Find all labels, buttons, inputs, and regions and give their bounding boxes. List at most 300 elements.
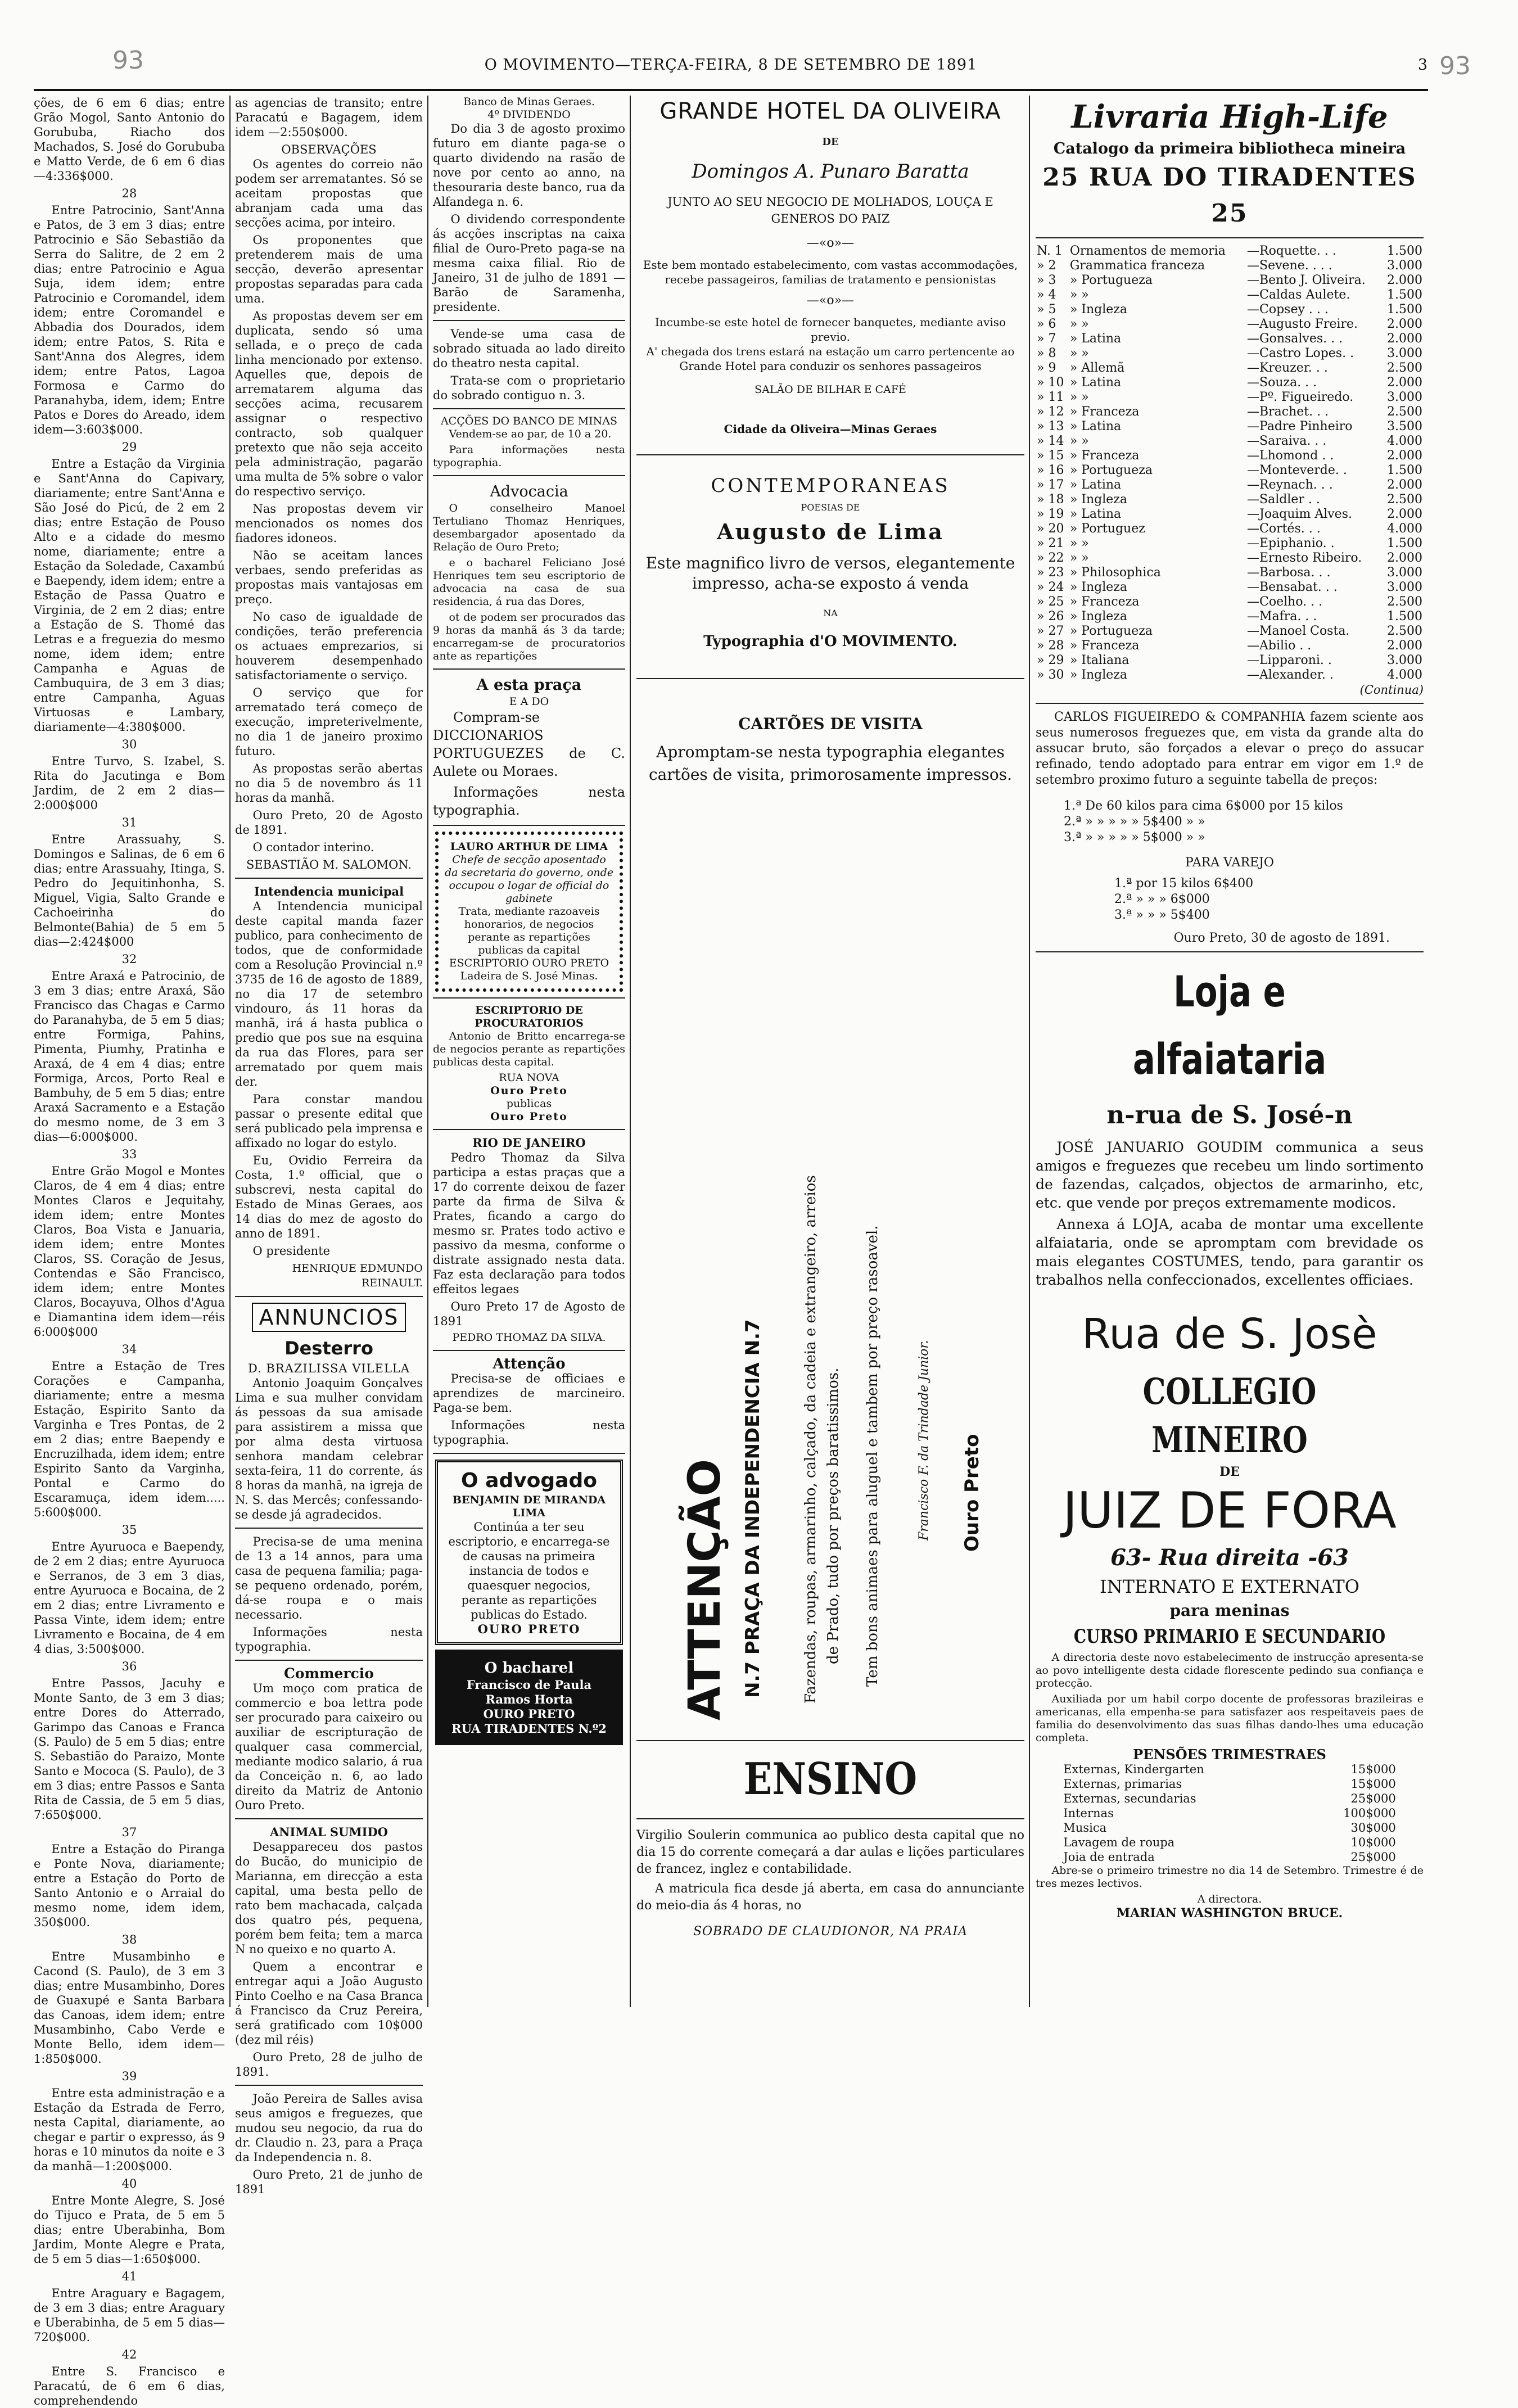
varejo-line: 1.ª por 15 kilos 6$400 [1114, 877, 1254, 891]
book-row [1036, 653, 1424, 668]
procuratorios-line: publicas [506, 1097, 552, 1110]
animal-paragraph: Ouro Preto, 28 de julho de 1891. [235, 2050, 423, 2079]
pensao-label: Internas [1063, 1806, 1114, 1820]
observacao-paragraph: As propostas serão abertas no dia 5 de novembro ás 11 horas da manhã. [235, 762, 423, 805]
book-price: 1.500 [1387, 288, 1422, 302]
route-text: Entre Grão Mogol e Montes Claros, de 4 em 4 dias; entre Montes Claros e Jequitahy, idem idem; entre Montes Claros, Boa Vista e Januaria, idem idem; entre Montes Claros, SS. Coração de Jesus, Contendas e São Francisco, idem idem; entre Montes Claros, Bocayuva, Olhos d'Agua e Diamantina idem idem—réis 6:000$000 [34, 1164, 225, 1339]
route-number: 39 [121, 2070, 137, 2083]
collegio-title: COLLEGIO MINEIRO [1142, 1371, 1317, 1461]
book-author: —Coelho. . . [1247, 595, 1323, 609]
pensao-label: Joia de entrada [1063, 1850, 1155, 1864]
book-number: » 27 [1037, 624, 1064, 638]
book-author: —Barbosa. . . [1247, 566, 1331, 580]
book-row [1036, 346, 1424, 361]
route-text: Entre Arassuahy, S. Domingos e Salinas, de 6 em 6 dias; entre Arassuahy, Itinga, S. Pedro do Jequitinhonha, S. Miguel, Vigia, Salto Grande e Cachoeirinha do Belmonte(Bahia) de 5 em 5 dias—2:424$000 [34, 833, 225, 948]
animal-text [235, 1840, 423, 2079]
directoria-text: A directoria deste novo estabelecimento de instrucção apresenta-se ao povo intelligente desta cidade florescente pedindo sua confiança e protecção. [1036, 1651, 1424, 1689]
intendencia-title: Intendencia municipal [254, 884, 404, 898]
book-price: 4.000 [1387, 668, 1422, 682]
book-title: » Franceza [1069, 639, 1140, 653]
advogado-name: BENJAMIN DE MIRANDA LIMA [452, 1494, 606, 1519]
pensao-row [1063, 1850, 1396, 1864]
hotel-title: GRANDE HOTEL DA OLIVEIRA [659, 98, 1001, 124]
book-price: 2.500 [1387, 493, 1422, 507]
auxiliada-text: Auxiliada por um habil corpo docente de professoras brazileiras e americanas, ella empenha-se para satisfazer aos respeitaveis paes de familia do desenvolvimento das suas filhas dando-lhes uma educação completa. [1036, 1693, 1424, 1744]
observacoes-list [235, 157, 423, 855]
divider [235, 1818, 423, 1819]
book-number: » 17 [1037, 478, 1064, 492]
cartoes-text: Apromptam-se nesta typographia elegantes cartões de visita, primorosamente impressos. [648, 743, 1013, 784]
banco-paragraph: O dividendo correspondente ás acções inscriptas na caixa filial de Ouro-Preto paga-se na mesma caixa filial. Rio de Janeiro, 31 de julho de 1891 —Barão de Saramenha, presidente. [433, 213, 625, 314]
book-price: 2.000 [1387, 551, 1422, 565]
animal-paragraph: Desappareceu dos pastos do Bucão, do municipio de Marianna, em direcção a esta capital, uma besta pello de rato bem machacada, calçada dos quatro pés, pequena, porém bem feita; tem a marca N no queixo e no quarto A. [235, 1840, 423, 1956]
lauro-desc: Chefe de secção aposentado da secretaria do governo, onde occupou o logar de official do gabinete [444, 853, 614, 905]
ensino-address: SOBRADO DE CLAUDIONOR, NA PRAIA [693, 1924, 968, 1939]
book-price: 2.000 [1387, 273, 1422, 287]
book-price: 1.500 [1387, 463, 1422, 477]
pensao-label: Lavagem de roupa [1063, 1836, 1175, 1849]
ensino-section [636, 1749, 1024, 2007]
rua-direita: 63- Rua direita -63 [1110, 1544, 1349, 1571]
annuncios-heading: ANNUNCIOS [252, 1303, 406, 1332]
book-row [1036, 566, 1424, 580]
lauro-trata: Trata, mediante razoaveis honorarios, de negocios perante as repartições publicas da capital [458, 905, 600, 956]
book-author: —Castro Lopes. . [1247, 346, 1354, 360]
book-author: —Ernesto Ribeiro. [1247, 551, 1362, 565]
book-title: » Italiana [1069, 653, 1130, 667]
vende-paragraph: Vende-se uma casa de sobrado situada ao lado direito do theatro nesta capital. [433, 327, 625, 370]
handwritten-page-mark-right: 93 [1439, 52, 1471, 80]
book-number: » 25 [1037, 595, 1064, 609]
book-number: » 11 [1037, 390, 1064, 404]
book-number: » 23 [1037, 566, 1064, 580]
book-number: » 9 [1037, 361, 1056, 375]
intendencia-paragraph: Eu, Ovidio Ferreira da Costa, 1.º official, que o subscrevi, nesta capital do Estado de Minas Geraes, aos 14 dias do mez de agosto do anno de 1891. [235, 1154, 423, 1240]
book-price: 1.500 [1387, 302, 1422, 317]
book-price: 2.500 [1387, 624, 1422, 638]
procuratorios-line: Ouro Preto [490, 1110, 568, 1123]
hotel-ad [636, 96, 1024, 437]
book-title: » » [1069, 536, 1089, 550]
divider [1036, 703, 1424, 704]
page-header [34, 56, 1428, 88]
rio-title: RIO DE JANEIRO [472, 1136, 586, 1150]
book-price: 4.000 [1387, 434, 1422, 448]
hotel-owner: Domingos A. Punaro Baratta [692, 160, 969, 183]
book-number: » 3 [1037, 273, 1056, 287]
book-number: N. 1 [1037, 244, 1063, 258]
praca-paragraph: Compram-se DICCIONARIOS PORTUGUEZES de C. Aulete ou Moraes. [433, 710, 625, 779]
book-author: —Copsey . . . [1247, 302, 1329, 317]
livraria-title: Livraria High-Life [1071, 98, 1388, 135]
route-number: 34 [121, 1343, 137, 1356]
pensao-label: Externas, Kindergarten [1063, 1763, 1204, 1776]
book-author: —Epiphanio. . [1247, 536, 1335, 550]
divider [235, 2085, 423, 2086]
observacao-paragraph: No caso de igualdade de condições, terão preferencia os actuaes emprezarios, si houverem desempenhado satisfactoriamente o serviço. [235, 610, 423, 682]
book-number: » 28 [1037, 639, 1064, 653]
book-row [1036, 595, 1424, 609]
carlos-text: CARLOS FIGUEIREDO & COMPANHIA fazem sciente aos seus numerosos freguezes que, em vista da grande alta do assucar bruto, são forçados a elevar o preço do assucar refinado, tendo adoptado para entrar em vigor em 1.º de setembro proximo futuro a seguinte tabella de preços: [1036, 710, 1424, 787]
vende-paragraph: Trata-se com o proprietario do sobrado contiguo n. 3. [433, 374, 625, 402]
column-1 [34, 96, 225, 2407]
rio-signature: PEDRO THOMAZ DA SILVA. [452, 1331, 606, 1344]
contemporaneas-title: CONTEMPORANEAS [711, 475, 950, 497]
a-directora: A directora. [1197, 1893, 1262, 1905]
menina-paragraph: Informações nesta typographia. [235, 1625, 423, 1653]
advocacia-text [433, 502, 625, 663]
preco-line: 1.ª De 60 kilos para cima 6$000 por 15 kilos [1064, 799, 1343, 813]
handwritten-page-mark-left: 93 [112, 46, 144, 75]
book-row [1036, 376, 1424, 390]
animal-title: ANIMAL SUMIDO [270, 1825, 388, 1839]
observacao-paragraph: Não se aceitam lances verbaes, sendo preferidas as propostas mais vantajosas em preço. [235, 549, 423, 606]
book-row [1036, 493, 1424, 507]
pensao-value: 100$000 [1343, 1806, 1396, 1820]
procuratorios-line: RUA NOVA [499, 1072, 559, 1084]
advocacia-title: Advocacia [490, 483, 568, 500]
book-price: 3.000 [1387, 259, 1422, 273]
divider [433, 1453, 625, 1454]
book-title: » Portugueza [1069, 624, 1153, 638]
collegio-de: DE [1219, 1465, 1240, 1479]
book-row [1036, 332, 1424, 346]
book-price: 3.000 [1387, 566, 1422, 580]
intendencia-text [235, 899, 423, 1258]
pensao-label: Musica [1063, 1821, 1107, 1835]
pensao-row [1063, 1820, 1396, 1835]
book-author: —Mafra. . . [1247, 609, 1317, 624]
book-price: 3.000 [1387, 346, 1422, 360]
route-text: Entre Passos, Jacuhy e Monte Santo, de 3 em 3 dias; entre Dores do Atterrado, Garimpo das Canoas e Franca (S. Paulo) de 5 em 5 dias; entre S. Sebastião do Paraizo, Monte Santo e Mococa (S. Paulo), de 3 em 3 dias; entre Passos e Santa Rita de Cassia, de 5 em 5 dias, 7:650$000. [34, 1677, 225, 1822]
book-title: » Franceza [1069, 449, 1140, 463]
acoes-title: ACÇÕES DO BANCO DE MINAS [440, 415, 618, 427]
divider [235, 1528, 423, 1529]
salles-date: Ouro Preto, 21 de junho de 1891 [235, 2168, 423, 2196]
book-row [1036, 522, 1424, 536]
book-row [1036, 361, 1424, 376]
book-row [1036, 478, 1424, 493]
book-title: » » [1069, 288, 1089, 302]
salles-text: João Pereira de Salles avisa seus amigos e freguezes, que mudou seu negocio, da rua do dr. Claudio n. 23, para a Praça da Independencia n. 8. [235, 2092, 423, 2164]
procuratorios-line: Ouro Preto [490, 1085, 568, 1097]
hotel-desc: Este bem montado estabelecimento, com vastas accommodações, recebe passageiros, familias de tratamento e pensionistas [643, 258, 1018, 286]
book-author: —Saldler . . [1247, 493, 1320, 507]
cartoes-ad [636, 713, 1024, 786]
book-price: 3.000 [1387, 580, 1422, 594]
book-author: —Bensabat. . . [1247, 580, 1338, 594]
book-row [1036, 639, 1424, 653]
advocacia-paragraph: O conselheiro Manoel Tertuliano Thomaz Henriques, desembargador aposentado da Relação de Ouro Preto; [433, 502, 625, 553]
book-author: —Abilio . . [1247, 639, 1312, 653]
abre-text: Abre-se o primeiro trimestre no dia 14 de Setembro. Trimestre é de tres mezes lectivos. [1036, 1864, 1424, 1890]
pensao-value: 15$000 [1350, 1777, 1396, 1791]
route-number: 30 [121, 738, 137, 751]
book-author: —Gonsalves. . . [1247, 332, 1343, 346]
book-price: 2.000 [1387, 639, 1422, 653]
route-text: Entre S. Francisco e Paracatú, de 6 em 6 dias, comprehendendo [34, 2365, 225, 2407]
procuratorios-title: ESCRIPTORIO DE PROCURATORIOS [475, 1004, 584, 1029]
loja-title: Loja e alfaiataria [1132, 966, 1327, 1084]
precos-list [1064, 798, 1395, 846]
praca-sub: E A DO [509, 695, 549, 708]
rua-sao-jose: Rua de S. Josè [1082, 1310, 1377, 1358]
book-price: 2.000 [1387, 332, 1422, 346]
book-price: 3.000 [1387, 653, 1422, 667]
divider [433, 320, 625, 321]
book-author: —Kreuzer. . . [1247, 361, 1328, 375]
route-number: 29 [121, 440, 137, 454]
acoes-paragraph: Para informações nesta typographia. [433, 444, 625, 469]
divider [433, 1129, 625, 1130]
book-number: » 29 [1037, 653, 1064, 667]
lauro-box [435, 832, 623, 992]
attencao-rotated-line1: Fazendas, roupas, armarinho, calçado, da cadeia e extrangeiro, arreios [802, 1175, 819, 1704]
hotel-negocio: JUNTO AO SEU NEGOCIO DE MOLHADOS, LOUÇA E GENEROS DO PAIZ [667, 195, 993, 225]
route-number: 35 [121, 1523, 137, 1537]
book-author: —Cortés. . . [1247, 522, 1321, 536]
acoes-paragraph: Vendem-se ao par, de 10 a 20. [449, 428, 612, 440]
pensao-row [1063, 1791, 1396, 1806]
route-number: 32 [121, 952, 137, 966]
varejo-title: PARA VAREJO [1185, 856, 1274, 870]
book-number: » 20 [1037, 522, 1064, 536]
book-number: » 13 [1037, 419, 1064, 433]
book-number: » 18 [1037, 493, 1064, 507]
observacao-paragraph: Os proponentes que pretenderem mais de uma secção, deverão apresentar propostas separadas para cada uma. [235, 233, 423, 305]
book-title: » Ingleza [1069, 580, 1127, 594]
route-number: 42 [121, 2348, 137, 2361]
book-number: » 22 [1037, 551, 1064, 565]
book-number: » 24 [1037, 580, 1064, 594]
rio-paragraph: Pedro Thomaz da Silva participa a estas praças que a 17 do corrente deixou de fazer parte da firma de Silva & Prates, ficando a cargo do mesmo sr. Prates todo activo e passivo da mesma, conforme o distrate assignado nesta data. Faz esta declaração para todos effeitos legaes [433, 1151, 625, 1296]
book-title: » Ingleza [1069, 302, 1127, 317]
book-row [1036, 259, 1424, 273]
divider [433, 668, 625, 670]
contemporaneas-na: NA [823, 608, 838, 618]
procuratorios-ad [433, 1004, 625, 1123]
book-title: » » [1069, 346, 1089, 360]
lauro-address: Ladeira de S. José Minas. [460, 970, 598, 982]
header-rule [34, 89, 1428, 91]
route-text: Entre Araguary e Bagagem, de 3 em 3 dias; entre Araguary e Uberabinha, de 5 em 5 dias—720$000. [34, 2287, 225, 2344]
divider [235, 1660, 423, 1661]
divider [636, 454, 1024, 455]
book-price: 2.500 [1387, 405, 1422, 419]
pensoes-title: PENSÕES TRIMESTRAES [1133, 1746, 1326, 1763]
route-text: Entre a Estação da Virginia e Sant'Anna do Capivary, diariamente; entre Sant'Anna e São José do Picú, de 2 em 2 dias; entre Estação de Pouso Alto e a cidade do mesmo nome, diariamente; entre a Estação da Soledade, Caxambú e Baependy, idem idem; entre a Estação de Passa Quatro e Virginia, de 2 em 2 dias; entre a Estação de S. Thomé das Letras e a freguezia do mesmo nome, idem idem; entre Campanha e Aguas de Cambuquira, de 3 em 3 dias; entre Campanha, Aguas Virtuosas e Lambary, diariamente—4:380$000. [34, 457, 225, 734]
ensino-title: ENSINO [743, 1754, 918, 1805]
book-row [1036, 449, 1424, 463]
page-number: 3 [1417, 56, 1428, 74]
book-price: 2.000 [1387, 376, 1422, 390]
book-row [1036, 419, 1424, 434]
divider [433, 997, 625, 999]
book-row [1036, 434, 1424, 449]
juiz-de-fora: JUIZ DE FORA [1063, 1481, 1397, 1539]
book-title: » Latina [1069, 332, 1122, 346]
pensao-value: 10$000 [1350, 1836, 1396, 1849]
column-2 [235, 96, 423, 2196]
observacao-paragraph: As propostas devem ser em duplicata, sendo só uma sellada, e o preço de cada linha mencionado por extenso. Aquelles que, depois de arrematarem alguma das secções acima, recusarem assignar o respectivo contracto, sob qualquer pretexto que não seja acceito pela administração, pagarão uma multa de 5% sobre o valor do respectivo serviço. [235, 309, 423, 498]
advocacia-paragraph: ot de podem ser procurados das 9 horas da manhã ás 3 da tarde; encarregam-se de procuratorios ante as repartições [433, 611, 625, 662]
book-author: —Pº. Figueiredo. [1247, 390, 1354, 404]
divider [433, 825, 625, 826]
route-number: 41 [121, 2270, 137, 2283]
book-title: » Ingleza [1069, 668, 1127, 682]
pensoes-table [1063, 1762, 1396, 1864]
attencao-rotated-signature: Francisco F. da Trindade Junior. [917, 1340, 931, 1540]
route-number: 40 [121, 2177, 137, 2190]
mail-routes-list [34, 186, 225, 2408]
book-author: —Bento J. Oliveira. [1247, 273, 1366, 287]
procuratorios-paragraph: Antonio de Britto encarrega-se de negocios perante as repartições publicas desta capital. [433, 1030, 625, 1068]
carlos-date: Ouro Preto, 30 de agosto de 1891. [1173, 931, 1390, 945]
desterro-name: D. BRAZILISSA VILELLA [247, 1362, 410, 1375]
divider [636, 678, 1024, 679]
curso: CURSO PRIMARIO E SECUNDARIO [1073, 1625, 1386, 1648]
book-price: 2.500 [1387, 361, 1422, 375]
divider [1036, 951, 1424, 952]
book-title: » Franceza [1069, 595, 1140, 609]
col2-intro: as agencias de transito; entre Paracatú e Bagagem, idem idem —2:550$000. [235, 96, 423, 139]
book-number: » 10 [1037, 376, 1064, 390]
attencao-rotated-ad [663, 1113, 1068, 1732]
divider [433, 1350, 625, 1351]
book-title: » Latina [1069, 376, 1122, 390]
divider [235, 1296, 423, 1297]
loja-text-1: JOSÉ JANUARIO GOUDIM communica a seus amigos e freguezes que recebeu um lindo sortimento de fazendas, calçados, objectos de armarinho, etc, etc. que vende por preços extremamente modicos. [1036, 1139, 1424, 1211]
book-price: 4.000 [1387, 522, 1422, 536]
vende-casa-ad [433, 327, 625, 403]
divider [433, 408, 625, 409]
book-number: » 16 [1037, 463, 1064, 477]
divider [235, 878, 423, 879]
advocacia-paragraph: e o bacharel Feliciano José Henriques tem seu escriptorio de advocacia na casa de sua residencia, á rua das Dores, [433, 557, 625, 608]
book-title: » » [1069, 434, 1089, 448]
hotel-carro: A' chegada dos trens estará na estação um carro pertencente ao Grande Hotel para conduzir os senhores passageiros [646, 345, 1015, 373]
book-title: » Latina [1069, 478, 1122, 492]
book-number: » 21 [1037, 536, 1064, 550]
route-number: 37 [121, 1826, 137, 1839]
route-number: 36 [121, 1660, 137, 1673]
livraria-address: 25 RUA DO TIRADENTES 25 [1042, 163, 1417, 228]
internato: INTERNATO E EXTERNATO [1100, 1576, 1359, 1597]
contemporaneas-ad [636, 472, 1024, 650]
varejo-line: 2.ª » » » 6$000 [1114, 892, 1210, 906]
book-title: » Latina [1069, 419, 1122, 433]
pensao-label: Externas, secundarias [1063, 1792, 1196, 1805]
route-text: Entre Araxá e Patrocinio, de 3 em 3 dias; entre Araxá, São Francisco das Chagas e Carmo do Paranahyba, de 5 em 5 dias; entre Formiga, Pahins, Pimenta, Piumhy, Pratinha e Araxá, de 4 em 4 dias; entre Formiga, Arcos, Porto Real e Bambuhy, de 5 em 5 dias; entre Araxá Sacramento e a Estação do mesmo nome, de 3 em 3 dias—6:000$000. [34, 969, 225, 1144]
book-title: Ornamentos de memoria [1069, 244, 1226, 258]
ensino-text-1: Virgilio Soulerin communica ao publico desta capital que no dia 15 do corrente começará a dar aulas e lições particulares de francez, inglez e contabilidade. [636, 1828, 1024, 1876]
book-author: —Lipparoni. . [1247, 653, 1332, 667]
intendencia-paragraph: A Intendencia municipal deste capital manda fazer publico, para conhecimento de todos, que de conformidade com a Resolução Provincial n.º 3735 de 16 de agosto de 1889, no dia 17 de setembro vindouro, ás 11 horas da manhã, irá á hasta publica o predio que pos sue na esquina da rua das Flores, para ser arrematado por quem mais der. [235, 900, 423, 1088]
route-text: Entre Musambinho e Cacond (S. Paulo), de 3 em 3 dias; entre Musambinho, Dores de Guaxupé e Santa Barbara das Canoas, idem idem; entre Musambinho, Cabo Verde e Monte Bello, idem idem—1:850$000. [34, 1950, 225, 2066]
attencao-paragraph: Precisa-se de officiaes e aprendizes de marcineiro. Paga-se bem. [433, 1372, 625, 1415]
pensao-row [1063, 1835, 1396, 1850]
bacharel-line: Francisco de Paula [466, 1678, 592, 1692]
header-title: O MOVIMENTO—TERÇA-FEIRA, 8 DE SETEMBRO DE 1891 [484, 56, 978, 74]
attencao-rotated-address: N.7 PRAÇA DA INDEPENDENCIA N.7 [742, 1319, 764, 1698]
pensao-value: 30$000 [1350, 1821, 1396, 1835]
book-row [1036, 405, 1424, 419]
lauro-name: LAURO ARTHUR DE LIMA [450, 841, 608, 853]
book-price: 2.000 [1387, 449, 1422, 463]
banco-dividendo: 4º DIVIDENDO [487, 109, 571, 121]
preco-line: 3.ª » » » » » 5$000 » » [1064, 830, 1205, 844]
book-title: » Portugueza [1069, 463, 1153, 477]
book-row [1036, 668, 1424, 683]
pensao-value: 25$000 [1350, 1850, 1396, 1864]
book-author: —Alexander. . [1247, 668, 1334, 682]
book-row [1036, 463, 1424, 478]
route-text: Entre Turvo, S. Izabel, S. Rita do Jacutinga e Bom Jardim, de 2 em 2 dias—2:000$000 [34, 755, 225, 812]
advogado-box [435, 1460, 623, 1645]
book-row [1036, 609, 1424, 624]
book-title: » » [1069, 390, 1089, 404]
book-title: » Ingleza [1069, 609, 1127, 624]
book-title: Grammatica franceza [1069, 259, 1205, 273]
book-author: —Roquette. . . [1247, 244, 1336, 258]
book-title: » Allemã [1069, 361, 1125, 375]
book-number: » 5 [1037, 302, 1056, 317]
column-5 [1036, 96, 1424, 2007]
attencao-paragraph: Informações nesta typographia. [433, 1418, 625, 1447]
bacharel-box [435, 1650, 623, 1745]
book-author: —Caldas Aulete. [1247, 288, 1350, 302]
pensao-value: 25$000 [1350, 1792, 1396, 1805]
book-price: 1.500 [1387, 244, 1422, 258]
book-number: » 4 [1037, 288, 1056, 302]
book-row [1036, 302, 1424, 317]
pensao-value: 15$000 [1350, 1763, 1396, 1776]
hotel-ornament: —«o»— [806, 236, 855, 250]
book-title: » Portugueza [1069, 273, 1153, 287]
route-text: Entre Patrocinio, Sant'Anna e Patos, de 3 em 3 dias; entre Patrocinio e São Sebastião da Serra do Salitre, de 2 em 2 dias; entre Patrocinio e Agua Suja, idem idem; entre Patrocinio e Coromandel, idem idem; entre Coromandel e Abbadia dos Dourados, idem idem; entre Patos, S. Rita e Sant'Anna dos Alegres, idem idem; entre Patos, Lagoa Formosa e Carmo do Paranahyba, idem, idem; Entre Patos e Dores do Areado, idem idem—3:603$000. [34, 204, 225, 436]
book-author: —Souza. . . [1247, 376, 1317, 390]
intendencia-paragraph: Para constar mandou passar o presente edital que será publicado pela imprensa e affixado no logar do estylo. [235, 1092, 423, 1150]
divider [636, 1818, 1024, 1819]
advogado-city: OURO PRETO [477, 1622, 581, 1636]
preco-line: 2.ª » » » » » 5$400 » » [1064, 815, 1205, 829]
praca-title: A esta praça [476, 676, 582, 694]
divider [636, 1740, 1024, 1741]
book-price: 2.000 [1387, 478, 1422, 492]
book-number: » 19 [1037, 507, 1064, 521]
intendencia-signature: HENRIQUE EDMUNDO REINAULT. [292, 1262, 423, 1289]
book-author: —Manoel Costa. [1247, 624, 1350, 638]
book-number: » 26 [1037, 609, 1064, 624]
attencao-rotated-title: ATTENÇÃO [680, 1459, 730, 1720]
pensao-row [1063, 1806, 1396, 1820]
varejo-list [1114, 876, 1345, 923]
observacoes-title: OBSERVAÇÕES [281, 143, 377, 156]
book-number: » 12 [1037, 405, 1064, 419]
bacharel-line: OURO PRETO [483, 1707, 575, 1721]
animal-paragraph: Quem a encontrar e entregar aqui a João Augusto Pinto Coelho e na Casa Branca á Francisco da Cruz Pereira, será gratificado com 10$000 (dez mil réis) [235, 1960, 423, 2046]
book-price: 3.500 [1387, 419, 1422, 433]
book-number: » 8 [1037, 346, 1056, 360]
book-row [1036, 536, 1424, 551]
desterro-text: Antonio Joaquim Gonçalves Lima e sua mulher convidam ás pessoas da sua amisade para assistirem a missa que por alma desta virtuosa senhora mandam celebrar sexta-feira, 11 do corrente, ás 8 horas da manhã, na igreja de N. S. das Mercês; confessando-se desde já agradecidos. [235, 1376, 423, 1521]
column-divider [427, 96, 428, 2007]
col1-intro: ções, de 6 em 6 dias; entre Grão Mogol, Santo Antonio do Gorububa, Riacho dos Machados, S. José do Gorububa e Matto Verde, de 6 em 6 dias—4:336$000. [34, 96, 225, 183]
book-row [1036, 580, 1424, 595]
book-row [1036, 551, 1424, 566]
book-price: 2.000 [1387, 317, 1422, 331]
banco-paragraph: Do dia 3 de agosto proximo futuro em diante paga-se o quarto dividendo na rasão de nove por cento ao anno, na thesouraria deste banco, rua da Alfandega n. 6. [433, 122, 625, 209]
